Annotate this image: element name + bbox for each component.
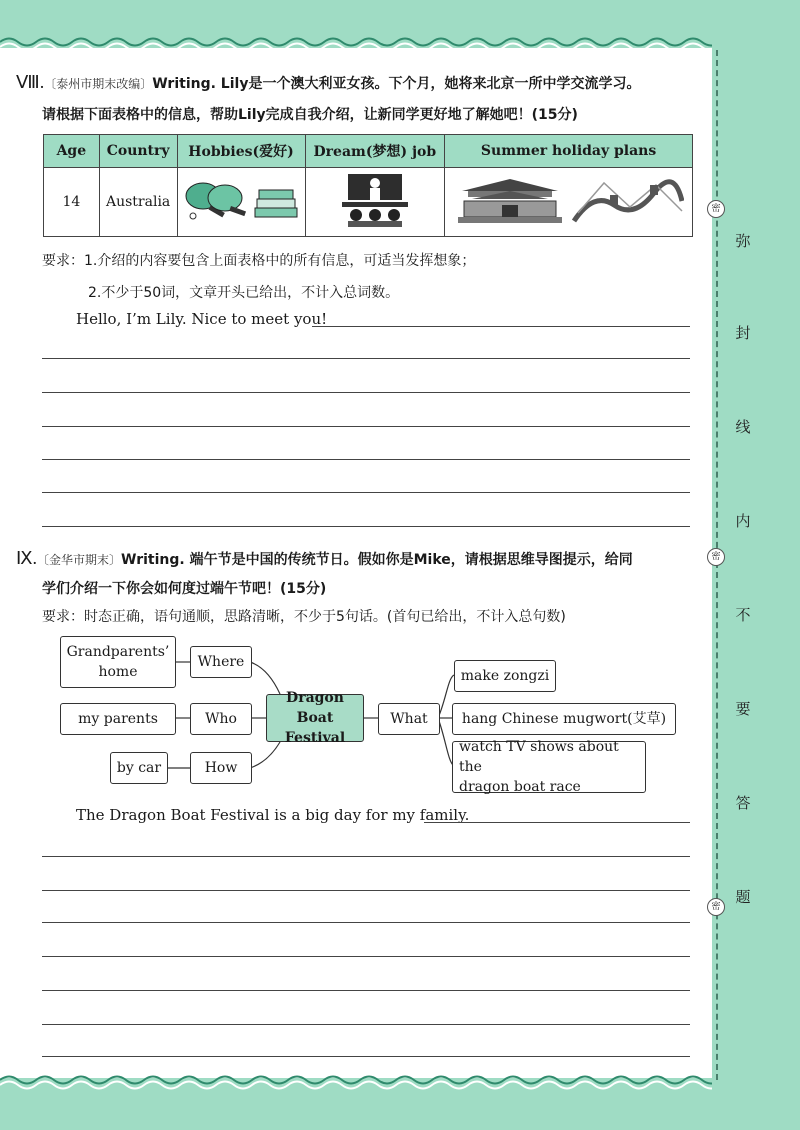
node-text: Grandparents’	[66, 643, 170, 660]
age-cell: 14	[44, 168, 100, 237]
how-answer-node: by car	[110, 752, 168, 784]
q9-starter-sentence: The Dragon Boat Festival is a big day for my family.	[76, 806, 470, 824]
node-text: dragon boat race	[459, 779, 581, 796]
where-node: Where	[190, 646, 252, 678]
q8-prompt-line2: 请根据下面表格中的信息，帮助Lily完成自我介绍，让新同学更好地了解她吧！(15分)	[42, 107, 578, 123]
q8-starter-sentence: Hello, I’m Lily. Nice to meet you!	[76, 310, 328, 328]
seal-char: 要	[735, 700, 751, 718]
who-node: Who	[190, 703, 252, 735]
where-answer-node	[60, 636, 176, 688]
question-prompt: Writing. Lily是一个澳大利亚女孩。下个月，她将来北京一所中学交流学习。	[152, 76, 641, 92]
what-item-node: make zongzi	[454, 660, 556, 692]
seal-marker-icon: 密	[707, 548, 725, 566]
writing-line[interactable]	[42, 956, 690, 957]
question-source: 〔金华市期末〕	[37, 553, 122, 567]
seal-char: 题	[735, 888, 751, 906]
writing-line[interactable]	[42, 922, 690, 923]
q8-requirement-2: 2.不少于50词，文章开头已给出，不计入总词数。	[88, 285, 400, 301]
q9-prompt-line2: 学们介绍一下你会如何度过端午节吧！(15分)	[42, 581, 327, 597]
what-item-node: hang Chinese mugwort(艾草)	[452, 703, 676, 735]
question-prompt: Writing. 端午节是中国的传统节日。假如你是Mike，请根据思维导图提示，给同	[121, 552, 633, 568]
seal-sidebar	[712, 0, 800, 1130]
writing-line[interactable]	[42, 990, 690, 991]
writing-line[interactable]	[42, 1056, 690, 1057]
seal-char: 线	[735, 418, 751, 436]
table-header: Hobbies(爱好)	[177, 135, 305, 168]
writing-line[interactable]	[42, 856, 690, 857]
what-item-node	[452, 738, 646, 796]
table-header: Country	[99, 135, 177, 168]
seal-marker-icon: 密	[707, 898, 725, 916]
table-header: Age	[44, 135, 100, 168]
how-node: How	[190, 752, 252, 784]
country-cell: Australia	[99, 168, 177, 237]
question-source: 〔泰州市期末改编〕	[44, 77, 153, 91]
seal-char: 弥	[735, 232, 751, 250]
q8-requirement-1: 要求：1.介绍的内容要包含上面表格中的所有信息，可适当发挥想象；	[42, 253, 476, 269]
bottom-wave-border	[0, 1070, 712, 1090]
seal-char: 封	[735, 324, 751, 342]
dragon-boat-festival-node	[266, 689, 364, 747]
question-number: Ⅷ.	[16, 72, 45, 92]
seal-char: 内	[735, 512, 751, 530]
who-answer-node: my parents	[60, 703, 176, 735]
node-text: home	[98, 664, 138, 680]
table-header: Summer holiday plans	[445, 135, 693, 168]
seal-marker-icon: 密	[707, 200, 725, 218]
node-text: Festival	[284, 730, 346, 747]
question-number: Ⅸ.	[16, 548, 38, 568]
writing-line[interactable]	[42, 1024, 690, 1025]
writing-line[interactable]	[42, 890, 690, 891]
seal-char: 不	[735, 606, 751, 624]
table-header: Dream(梦想) job	[305, 135, 445, 168]
seal-char: 答	[735, 794, 751, 812]
q9-requirement: 要求：时态正确，语句通顺，思路清晰，不少于5句话。(首句已给出，不计入总句数)	[42, 609, 566, 625]
node-text: watch TV shows about the	[459, 738, 619, 775]
writing-line[interactable]	[424, 822, 690, 823]
node-text: Dragon Boat	[286, 689, 344, 726]
what-node: What	[378, 703, 440, 735]
